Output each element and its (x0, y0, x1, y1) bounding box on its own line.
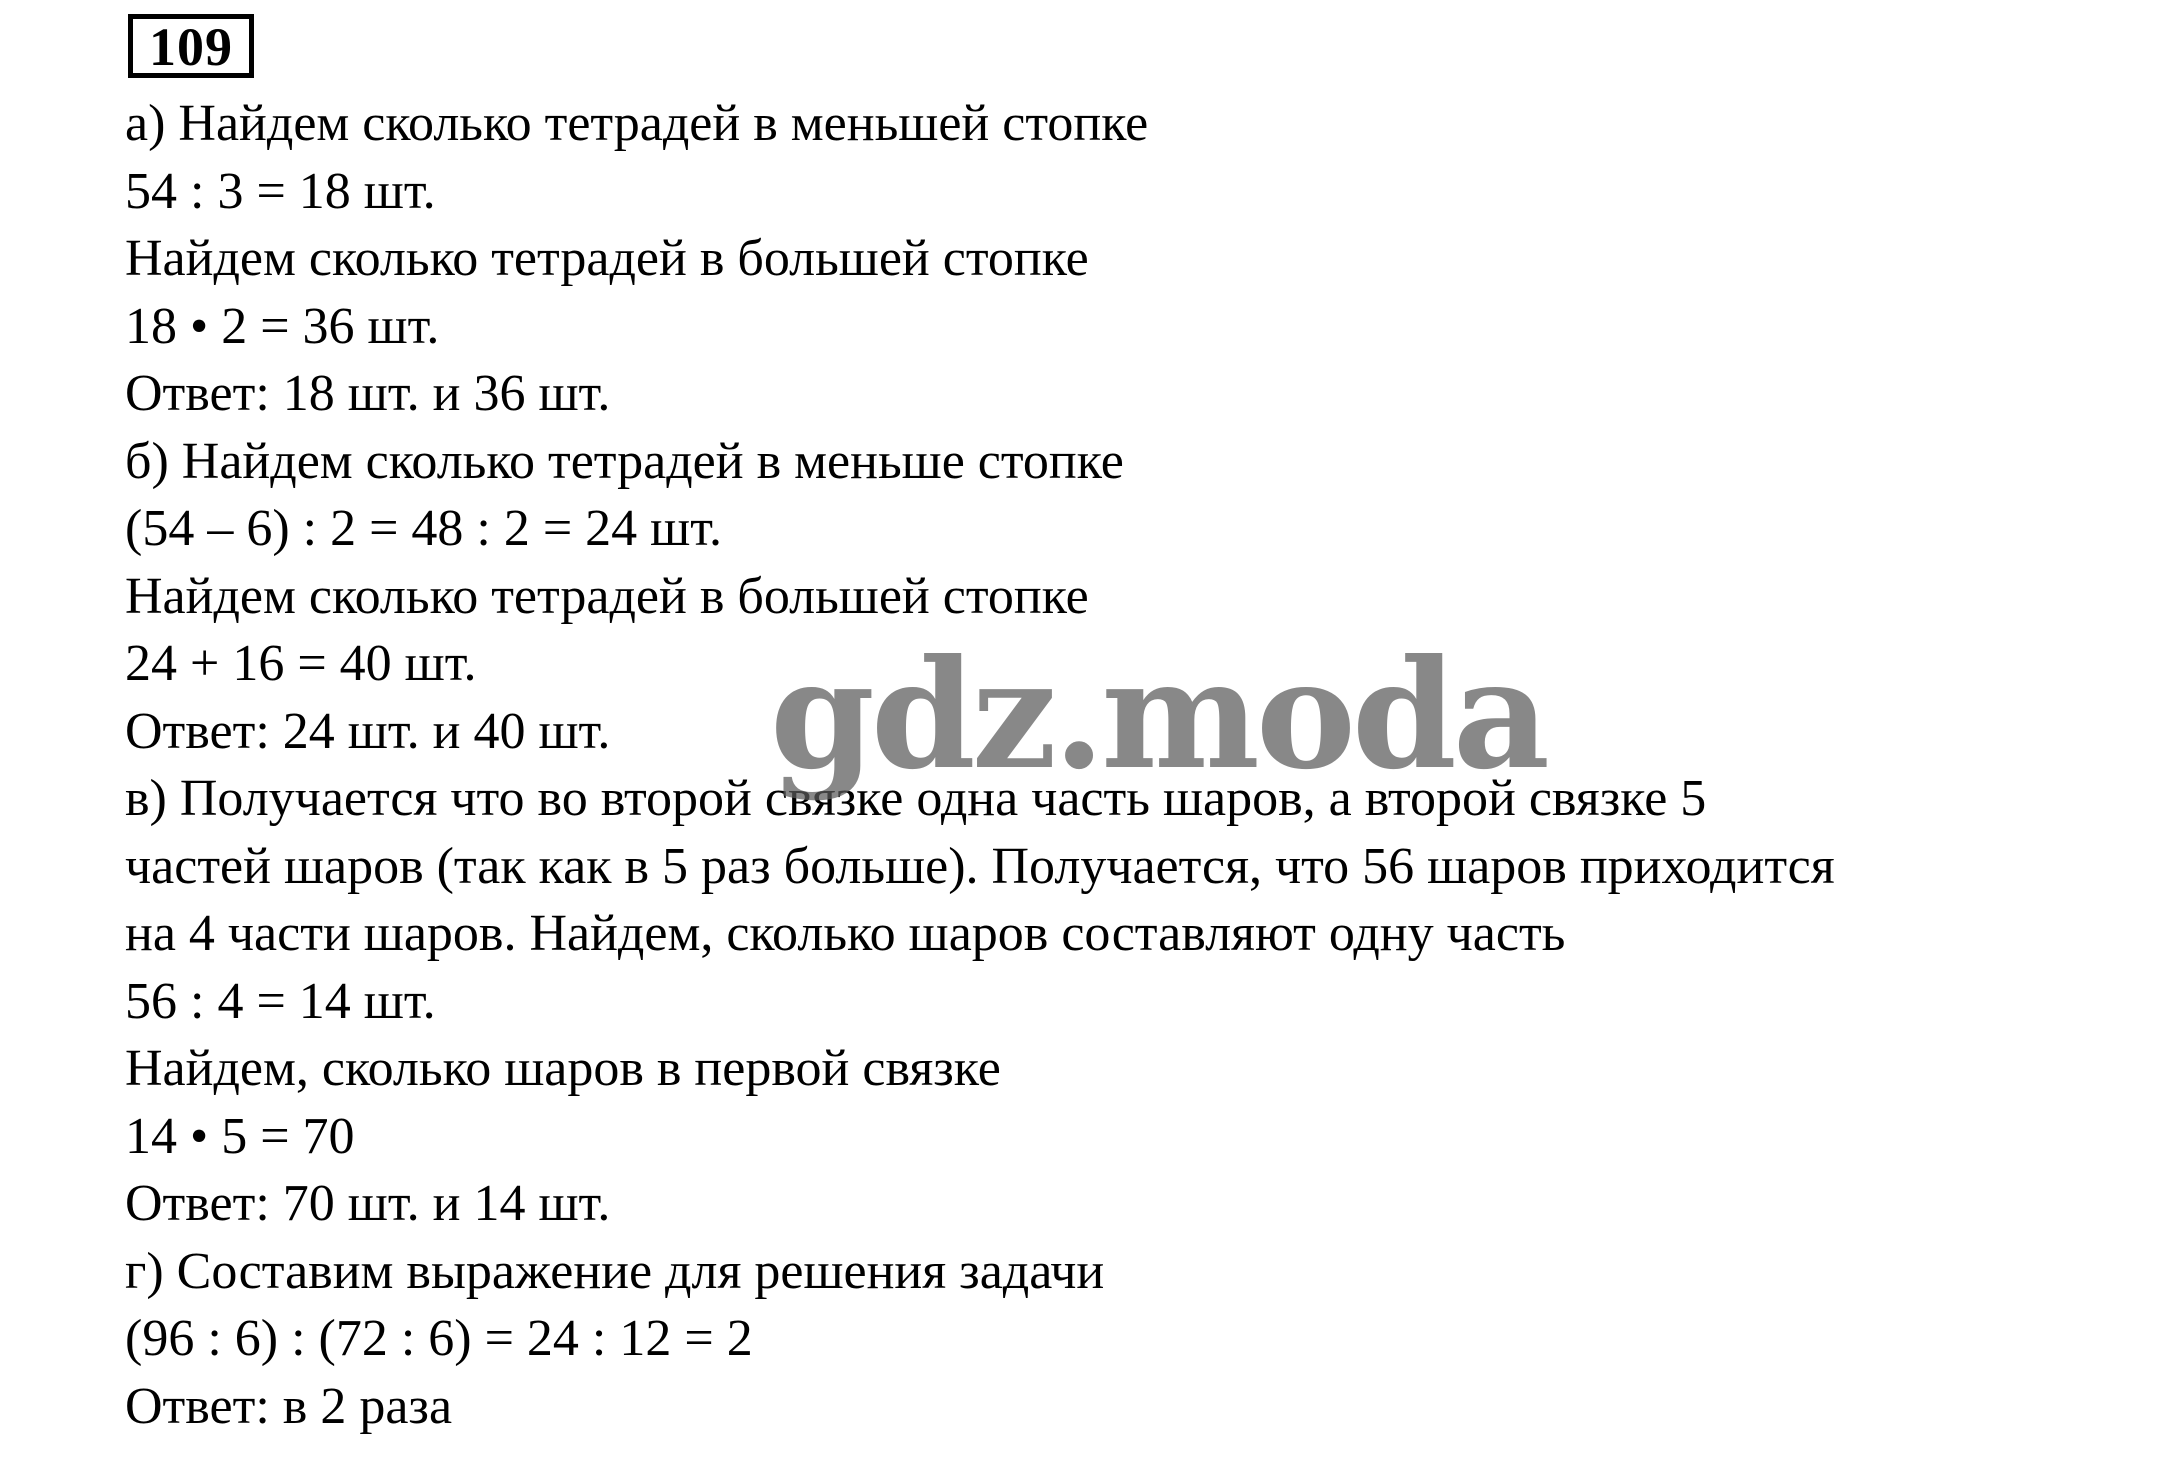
answer-line: Ответ: 70 шт. и 14 шт. (125, 1175, 611, 1232)
solution-line: (96 : 6) : (72 : 6) = 24 : 12 = 2 (125, 1310, 753, 1367)
solution-line: Найдем, сколько шаров в первой связке (125, 1040, 1001, 1097)
watermark-logo: gdz.moda (770, 627, 1547, 803)
solution-line: (54 – 6) : 2 = 48 : 2 = 24 шт. (125, 500, 723, 557)
solution-line: Найдем сколько тетрадей в большей стопке (125, 567, 1089, 625)
solution-line: 56 : 4 = 14 шт. (125, 972, 436, 1030)
answer-line: Ответ: 18 шт. и 36 шт. (125, 365, 611, 422)
answer-line: Ответ: в 2 раза (125, 1377, 453, 1435)
solution-line: 18 • 2 = 36 шт. (125, 297, 440, 355)
solution-line: в) Получается что во второй связке одна часть шаров, а второй связке 5 (125, 770, 1707, 827)
solution-line: 24 + 16 = 40 шт. (125, 635, 477, 692)
solution-line: 14 • 5 = 70 (125, 1107, 355, 1165)
task-number-box: 109 (128, 14, 254, 78)
solution-line: б) Найдем сколько тетрадей в меньше стопке (125, 432, 1124, 490)
solution-line: Найдем сколько тетрадей в большей стопке (125, 230, 1089, 287)
solution-line: г) Составим выражение для решения задачи (125, 1242, 1105, 1300)
solution-line: на 4 части шаров. Найдем, сколько шаров составляют одну часть (125, 905, 1566, 962)
solution-line: частей шаров (так как в 5 раз больше). Получается, что 56 шаров приходится (125, 837, 1835, 895)
solution-line: 54 : 3 = 18 шт. (125, 162, 436, 220)
solution-line: а) Найдем сколько тетрадей в меньшей стопке (125, 95, 1149, 152)
answer-line: Ответ: 24 шт. и 40 шт. (125, 702, 611, 760)
